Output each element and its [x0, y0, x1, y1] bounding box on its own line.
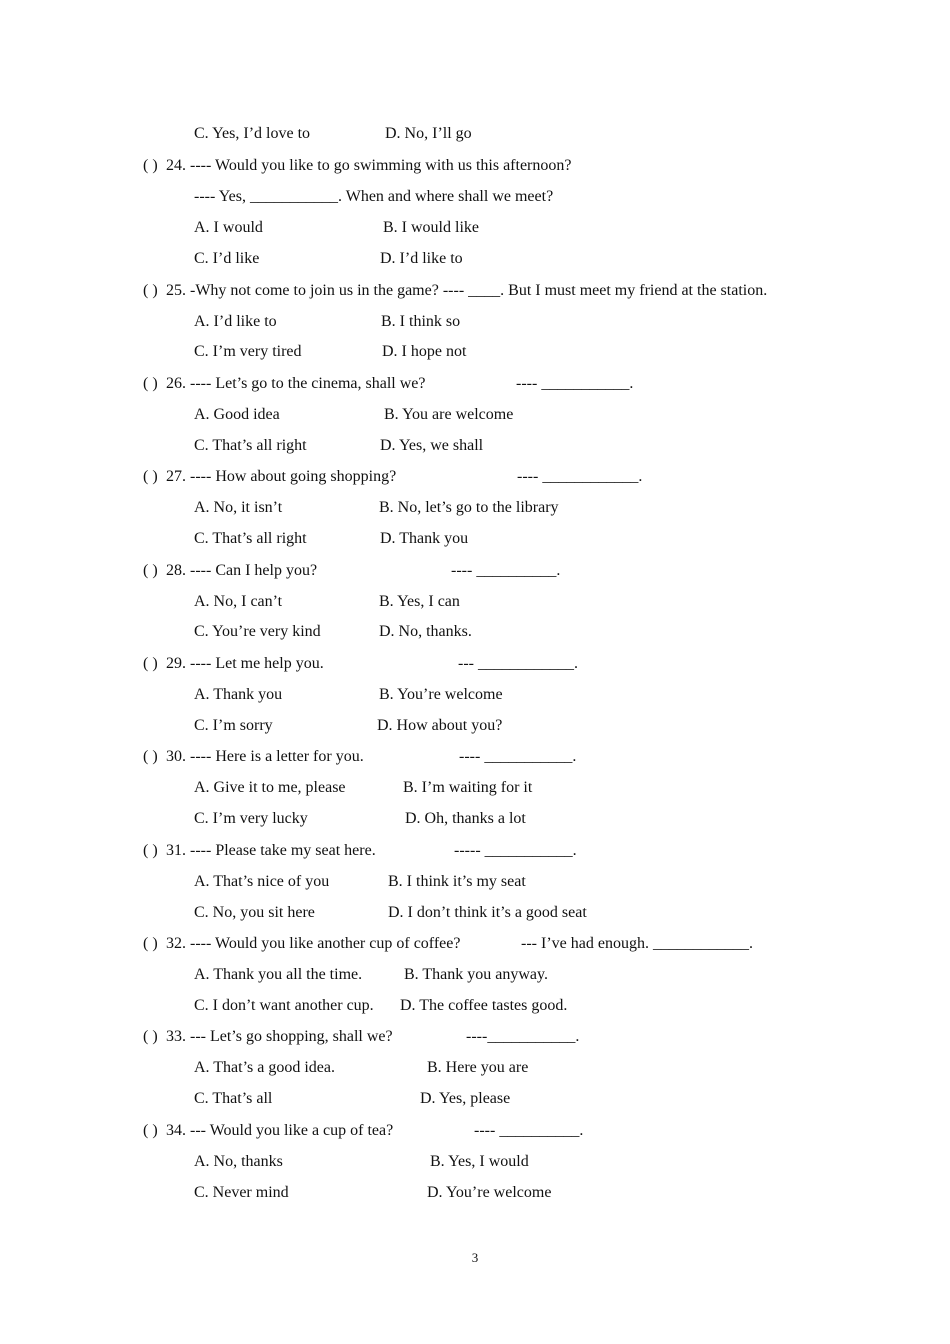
response-blank: ---- ___________.	[459, 748, 577, 765]
answer-blank: ( )	[143, 562, 158, 579]
option-d: D. No, I’ll go	[385, 125, 472, 142]
response-blank: ----- ___________.	[454, 842, 577, 859]
question-prompt: 26. ---- Let’s go to the cinema, shall we?	[166, 375, 426, 392]
option-b: B. You are welcome	[384, 406, 514, 423]
option-b: B. You’re welcome	[379, 686, 503, 703]
option-d: D. I’d like to	[380, 250, 463, 267]
option-b: B. Yes, I would	[430, 1153, 529, 1170]
option-c: C. I don’t want another cup.	[194, 997, 374, 1014]
option-c: C. I’d like	[194, 250, 260, 267]
answer-blank: ( )	[143, 748, 158, 765]
answer-blank: ( )	[143, 842, 158, 859]
option-a: A. Give it to me, please	[194, 779, 346, 796]
option-a: A. No, it isn’t	[194, 499, 283, 516]
option-b: B. Thank you anyway.	[404, 966, 548, 983]
answer-blank: ( )	[143, 1122, 158, 1139]
option-d: D. I hope not	[382, 343, 467, 360]
answer-blank: ( )	[143, 655, 158, 672]
option-c: C. That’s all	[194, 1090, 273, 1107]
option-b: B. I think so	[381, 313, 461, 330]
option-a: A. No, I can’t	[194, 593, 283, 610]
option-b: B. Here you are	[427, 1059, 529, 1076]
option-d: D. You’re welcome	[427, 1184, 552, 1201]
response-blank: --- I’ve had enough. ____________.	[521, 935, 753, 952]
response-blank: ---- __________.	[451, 562, 561, 579]
option-d: D. Oh, thanks a lot	[405, 810, 526, 827]
question-prompt: 33. --- Let’s go shopping, shall we?	[166, 1028, 393, 1045]
answer-blank: ( )	[143, 468, 158, 485]
question-prompt: 25. -Why not come to join us in the game? ---- ____. But I must meet my friend at the station.	[166, 282, 768, 299]
option-d: D. Thank you	[380, 530, 469, 547]
answer-blank: ( )	[143, 935, 158, 952]
option-b: B. Yes, I can	[379, 593, 460, 610]
option-d: D. I don’t think it’s a good seat	[388, 904, 587, 921]
option-a: A. No, thanks	[194, 1153, 283, 1170]
option-d: D. Yes, we shall	[380, 437, 484, 454]
answer-blank: ( )	[143, 1028, 158, 1045]
question-prompt: 27. ---- How about going shopping?	[166, 468, 397, 485]
option-c: C. I’m sorry	[194, 717, 273, 734]
question-prompt: 34. --- Would you like a cup of tea?	[166, 1122, 394, 1139]
option-c: C. That’s all right	[194, 437, 307, 454]
question-prompt: 32. ---- Would you like another cup of coffee?	[166, 935, 461, 952]
option-c: C. Yes, I’d love to	[194, 125, 311, 142]
answer-blank: ( )	[143, 282, 158, 299]
question-prompt: 29. ---- Let me help you.	[166, 655, 324, 672]
question-prompt: 28. ---- Can I help you?	[166, 562, 318, 579]
option-a: A. That’s nice of you	[194, 873, 330, 890]
question-prompt: 30. ---- Here is a letter for you.	[166, 748, 364, 765]
response-blank: ----___________.	[466, 1028, 580, 1045]
option-d: D. Yes, please	[420, 1090, 511, 1107]
option-d: D. How about you?	[377, 717, 503, 734]
option-a: A. Good idea	[194, 406, 280, 423]
option-a: A. That’s a good idea.	[194, 1059, 336, 1076]
option-d: D. No, thanks.	[379, 623, 472, 640]
option-c: C. That’s all right	[194, 530, 307, 547]
response-blank: --- ____________.	[458, 655, 578, 672]
option-a: A. Thank you	[194, 686, 283, 703]
option-b: B. I think it’s my seat	[388, 873, 526, 890]
answer-blank: ( )	[143, 157, 158, 174]
response-blank: ---- ___________.	[516, 375, 634, 392]
response-blank: ---- ____________.	[517, 468, 643, 485]
option-d: D. The coffee tastes good.	[400, 997, 568, 1014]
question-prompt: 24. ---- Would you like to go swimming with us this afternoon?	[166, 157, 572, 174]
option-c: C. I’m very tired	[194, 343, 302, 360]
page-number: 3	[471, 1250, 479, 1265]
option-b: B. I’m waiting for it	[403, 779, 533, 796]
option-a: A. I would	[194, 219, 263, 236]
option-a: A. Thank you all the time.	[194, 966, 363, 983]
response-blank: ---- __________.	[474, 1122, 584, 1139]
option-c: C. No, you sit here	[194, 904, 315, 921]
option-b: B. I would like	[383, 219, 479, 236]
option-b: B. No, let’s go to the library	[379, 499, 559, 516]
option-c: C. Never mind	[194, 1184, 289, 1201]
option-a: A. I’d like to	[194, 313, 277, 330]
answer-blank: ( )	[143, 375, 158, 392]
option-c: C. You’re very kind	[194, 623, 321, 640]
question-reply-line: ---- Yes, ___________. When and where shall we meet?	[194, 188, 554, 205]
question-prompt: 31. ---- Please take my seat here.	[166, 842, 376, 859]
option-c: C. I’m very lucky	[194, 810, 308, 827]
